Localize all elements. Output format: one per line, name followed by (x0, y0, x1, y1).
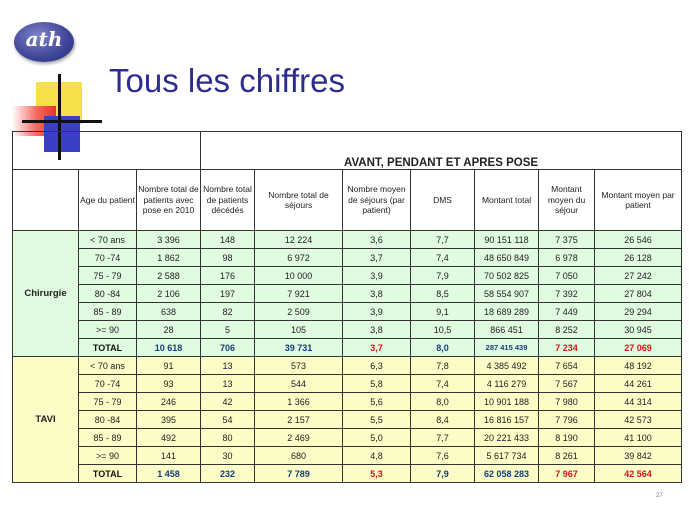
table-cell: 41 100 (595, 429, 682, 447)
table-cell: 1 862 (137, 249, 201, 267)
column-header: Nombre total de patients avec pose en 2010 (137, 170, 201, 231)
table-cell: 246 (137, 393, 201, 411)
table-cell: 4,8 (343, 447, 411, 465)
table-row (13, 321, 682, 339)
table-cell: 58 554 907 (475, 285, 539, 303)
table-cell: 27 242 (595, 267, 682, 285)
total-cell: 232 (201, 465, 255, 483)
table-cell: 5,8 (343, 375, 411, 393)
column-header: DMS (411, 170, 475, 231)
table-cell: 28 (137, 321, 201, 339)
table-cell: 176 (201, 267, 255, 285)
table-cell: 7,7 (411, 429, 475, 447)
column-header: Montant moyen du séjour (539, 170, 595, 231)
table-row (13, 429, 682, 447)
table-cell: 44 314 (595, 393, 682, 411)
table-cell: 7 449 (539, 303, 595, 321)
column-header: Montant total (475, 170, 539, 231)
table-cell: 8,5 (411, 285, 475, 303)
total-cell: 5,3 (343, 465, 411, 483)
total-label: TOTAL (79, 465, 137, 483)
table-cell: 4 385 492 (475, 357, 539, 375)
table-cell: 2 588 (137, 267, 201, 285)
table-cell: 7 921 (255, 285, 343, 303)
group-label: Chirurgie (13, 231, 79, 357)
table-cell: 26 128 (595, 249, 682, 267)
table-row (13, 231, 682, 249)
table-cell: 6 972 (255, 249, 343, 267)
table-cell: 7,4 (411, 249, 475, 267)
table-cell: 3,9 (343, 303, 411, 321)
table-cell: 105 (255, 321, 343, 339)
table-cell: 54 (201, 411, 255, 429)
total-label: TOTAL (79, 339, 137, 357)
table-row (13, 303, 682, 321)
table-cell: 7,7 (411, 231, 475, 249)
table-cell: 7,9 (411, 267, 475, 285)
table-cell: 3,7 (343, 249, 411, 267)
total-cell: 7 967 (539, 465, 595, 483)
age-cell: 80 -84 (79, 285, 137, 303)
table-cell: 7 392 (539, 285, 595, 303)
table-cell: 7 375 (539, 231, 595, 249)
table-cell: 680 (255, 447, 343, 465)
age-cell: < 70 ans (79, 357, 137, 375)
table-cell: 30 945 (595, 321, 682, 339)
table-cell: 7,6 (411, 447, 475, 465)
age-cell: >= 90 (79, 321, 137, 339)
table-cell: 29 294 (595, 303, 682, 321)
slide-title: Tous les chiffres (109, 62, 345, 99)
table-cell: 12 224 (255, 231, 343, 249)
logo-text: ath (25, 27, 63, 51)
table-cell: 48 192 (595, 357, 682, 375)
blank-cell (13, 132, 201, 170)
column-header: Nombre total de séjours (255, 170, 343, 231)
total-row (13, 465, 682, 483)
table-cell: 148 (201, 231, 255, 249)
total-cell: 3,7 (343, 339, 411, 357)
table-cell: 7,8 (411, 357, 475, 375)
table-cell: 7,4 (411, 375, 475, 393)
table-cell: 39 842 (595, 447, 682, 465)
column-header: Montant moyen par patient (595, 170, 682, 231)
age-cell: 70 -74 (79, 375, 137, 393)
total-cell: 27 069 (595, 339, 682, 357)
statistics-table (12, 131, 682, 483)
table-cell: 9,1 (411, 303, 475, 321)
table-cell: 42 573 (595, 411, 682, 429)
total-cell: 287 415 439 (475, 339, 539, 357)
table-cell: 93 (137, 375, 201, 393)
table-cell: 8,0 (411, 393, 475, 411)
table-cell: 91 (137, 357, 201, 375)
table-row (13, 285, 682, 303)
table-row (13, 357, 682, 375)
table-cell: 5 617 734 (475, 447, 539, 465)
table-row (13, 249, 682, 267)
age-cell: 75 - 79 (79, 267, 137, 285)
table-cell: 16 816 157 (475, 411, 539, 429)
total-cell: 8,0 (411, 339, 475, 357)
table-cell: 2 509 (255, 303, 343, 321)
table-cell: 141 (137, 447, 201, 465)
table-cell: 80 (201, 429, 255, 447)
table-cell: 70 502 825 (475, 267, 539, 285)
total-cell: 39 731 (255, 339, 343, 357)
age-cell: 70 -74 (79, 249, 137, 267)
table-cell: 7 567 (539, 375, 595, 393)
table-cell: 5,5 (343, 411, 411, 429)
total-cell: 42 564 (595, 465, 682, 483)
table-cell: 48 650 849 (475, 249, 539, 267)
table-cell: 26 546 (595, 231, 682, 249)
table-cell: 7 050 (539, 267, 595, 285)
age-cell: < 70 ans (79, 231, 137, 249)
table-cell: 3,8 (343, 285, 411, 303)
age-cell: 75 - 79 (79, 393, 137, 411)
band-title: AVANT, PENDANT ET APRES POSE (201, 132, 682, 170)
table-cell: 7 796 (539, 411, 595, 429)
table-cell: 42 (201, 393, 255, 411)
table-cell: 3,6 (343, 231, 411, 249)
table-cell: 5,0 (343, 429, 411, 447)
page-number: 27 (656, 493, 663, 499)
table-row (13, 447, 682, 465)
table-cell: 8 261 (539, 447, 595, 465)
header-row (13, 170, 682, 231)
table-cell: 2 469 (255, 429, 343, 447)
table-cell: 10,5 (411, 321, 475, 339)
total-cell: 10 618 (137, 339, 201, 357)
table-cell: 82 (201, 303, 255, 321)
table-cell: 13 (201, 357, 255, 375)
total-cell: 706 (201, 339, 255, 357)
table-cell: 8 252 (539, 321, 595, 339)
table-cell: 13 (201, 375, 255, 393)
table-cell: 2 157 (255, 411, 343, 429)
table-cell: 8 190 (539, 429, 595, 447)
table-cell: 10 000 (255, 267, 343, 285)
column-header: Age du patient (79, 170, 137, 231)
total-cell: 7,9 (411, 465, 475, 483)
table-cell: 27 804 (595, 285, 682, 303)
table-cell: 10 901 188 (475, 393, 539, 411)
band-row (13, 132, 682, 170)
table-cell: 2 106 (137, 285, 201, 303)
table-cell: 5,6 (343, 393, 411, 411)
blank-cell (13, 170, 79, 231)
table-cell: 4 116 279 (475, 375, 539, 393)
table-cell: 90 151 118 (475, 231, 539, 249)
total-row (13, 339, 682, 357)
table-cell: 866 451 (475, 321, 539, 339)
table-cell: 7 980 (539, 393, 595, 411)
table-cell: 20 221 433 (475, 429, 539, 447)
age-cell: 85 - 89 (79, 429, 137, 447)
table-row (13, 375, 682, 393)
table-cell: 5 (201, 321, 255, 339)
table-cell: 6,3 (343, 357, 411, 375)
table-cell: 8,4 (411, 411, 475, 429)
table-cell: 44 261 (595, 375, 682, 393)
total-cell: 1 458 (137, 465, 201, 483)
age-cell: 85 - 89 (79, 303, 137, 321)
column-header: Nombre total de patients décédés (201, 170, 255, 231)
group-label: TAVI (13, 357, 79, 483)
total-cell: 62 058 283 (475, 465, 539, 483)
table-cell: 18 689 289 (475, 303, 539, 321)
table-cell: 7 654 (539, 357, 595, 375)
table-cell: 544 (255, 375, 343, 393)
age-cell: 80 -84 (79, 411, 137, 429)
table-row (13, 411, 682, 429)
column-header: Nombre moyen de séjours (par patient) (343, 170, 411, 231)
ath-logo (14, 22, 74, 62)
table-row (13, 267, 682, 285)
table-row (13, 393, 682, 411)
table-cell: 3,8 (343, 321, 411, 339)
table-cell: 395 (137, 411, 201, 429)
total-cell: 7 789 (255, 465, 343, 483)
table-cell: 492 (137, 429, 201, 447)
table-cell: 573 (255, 357, 343, 375)
table-cell: 638 (137, 303, 201, 321)
age-cell: >= 90 (79, 447, 137, 465)
decor-horizontal-line (22, 120, 102, 123)
table-cell: 3 396 (137, 231, 201, 249)
table-cell: 1 366 (255, 393, 343, 411)
total-cell: 7 234 (539, 339, 595, 357)
table-cell: 98 (201, 249, 255, 267)
table-cell: 30 (201, 447, 255, 465)
table-cell: 197 (201, 285, 255, 303)
table-cell: 6 978 (539, 249, 595, 267)
table-cell: 3,9 (343, 267, 411, 285)
